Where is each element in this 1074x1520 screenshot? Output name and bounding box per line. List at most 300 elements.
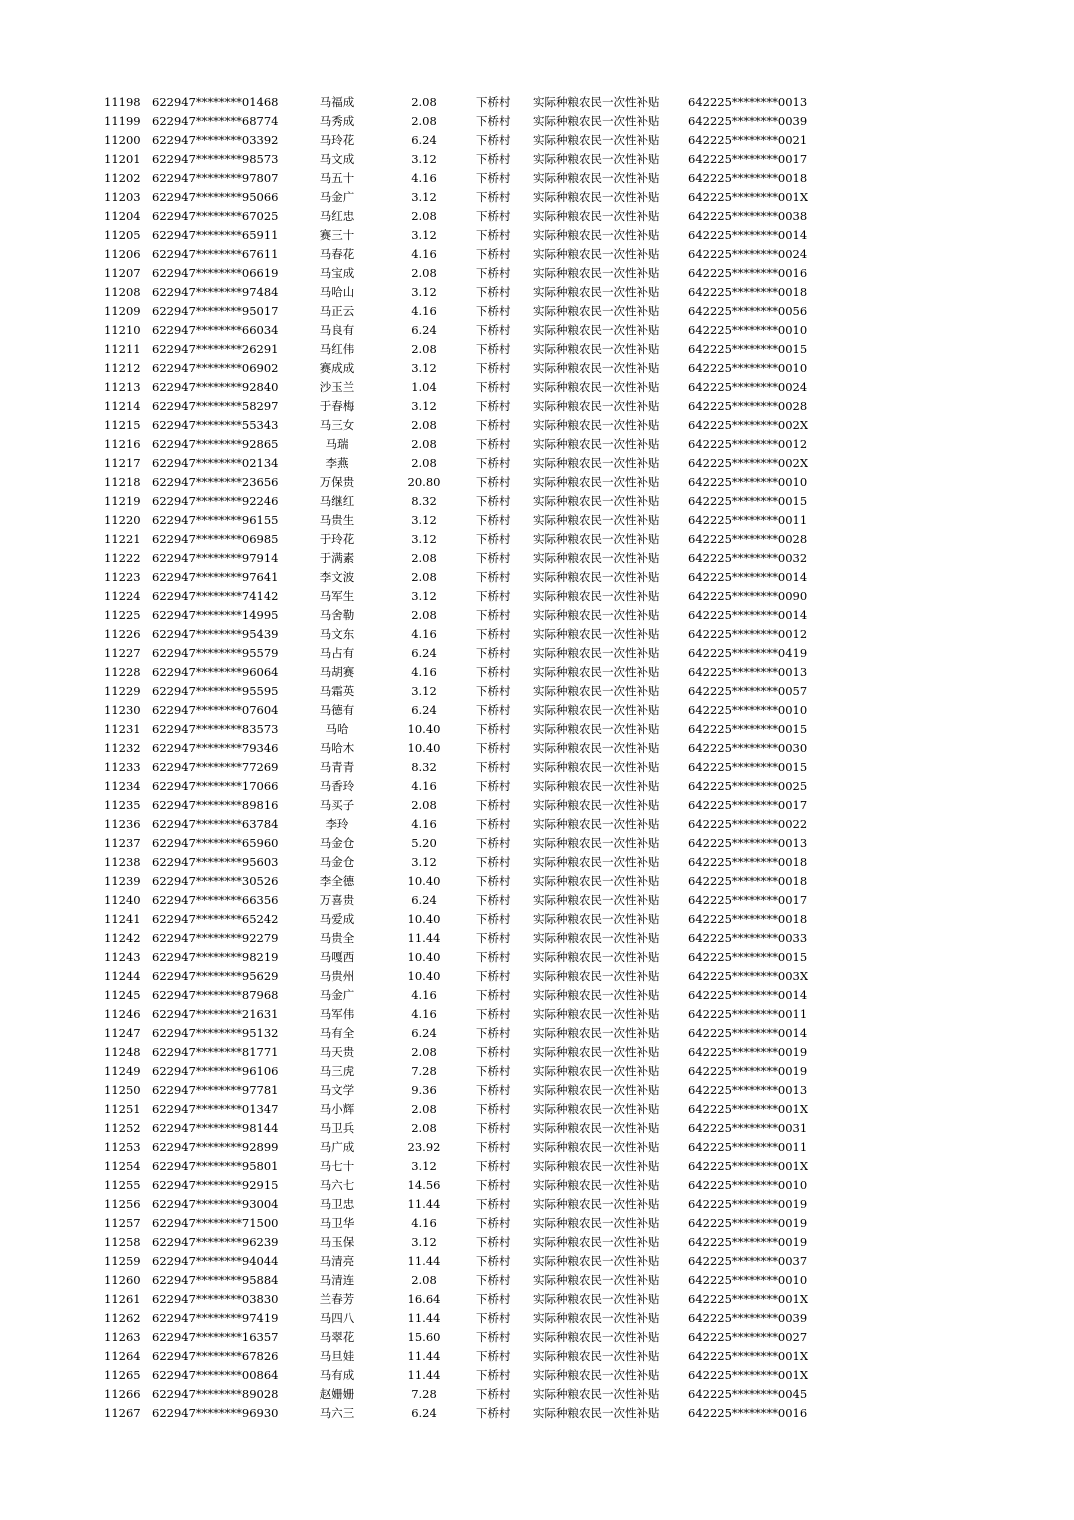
subsidy-amount-cell: 4.16 (411, 1216, 437, 1230)
bank-account-cell: 622947********16357 (152, 1330, 279, 1344)
farmer-name-cell: 马金仓 (319, 855, 355, 869)
farmer-name-cell: 李全德 (319, 874, 355, 888)
row-number-cell: 11210 (104, 323, 141, 337)
subsidy-type-cell: 实际种粮农民一次性补贴 (533, 779, 660, 793)
subsidy-amount-cell: 2.08 (411, 551, 437, 565)
row-number-cell: 11234 (104, 779, 141, 793)
subsidy-amount-cell: 4.16 (411, 627, 437, 641)
row-number-cell: 11219 (104, 494, 141, 508)
subsidy-amount-cell: 11.44 (407, 1349, 441, 1363)
farmer-name-cell: 沙玉兰 (319, 380, 355, 394)
table-row (0, 1309, 1074, 1328)
village-cell: 下桥村 (476, 95, 511, 109)
table-row (0, 606, 1074, 625)
subsidy-type-cell: 实际种粮农民一次性补贴 (533, 931, 660, 945)
table-row (0, 796, 1074, 815)
village-cell: 下桥村 (476, 437, 511, 451)
id-number-cell: 642225********0013 (688, 1083, 808, 1097)
farmer-name-cell: 马清亮 (319, 1254, 355, 1268)
row-number-cell: 11206 (104, 247, 141, 261)
village-cell: 下桥村 (476, 456, 511, 470)
row-number-cell: 11229 (104, 684, 141, 698)
table-row (0, 93, 1074, 112)
bank-account-cell: 622947********96106 (152, 1064, 279, 1078)
table-row (0, 1404, 1074, 1423)
table-row (0, 720, 1074, 739)
row-number-cell: 11244 (104, 969, 141, 983)
village-cell: 下桥村 (476, 285, 511, 299)
bank-account-cell: 622947********79346 (152, 741, 279, 755)
id-number-cell: 642225********0016 (688, 266, 808, 280)
village-cell: 下桥村 (476, 1178, 511, 1192)
bank-account-cell: 622947********06902 (152, 361, 279, 375)
village-cell: 下桥村 (476, 475, 511, 489)
row-number-cell: 11211 (104, 342, 141, 356)
farmer-name-cell: 赛成成 (319, 361, 355, 375)
table-row (0, 1100, 1074, 1119)
row-number-cell: 11212 (104, 361, 141, 375)
subsidy-amount-cell: 4.16 (411, 779, 437, 793)
village-cell: 下桥村 (476, 969, 511, 983)
table-row (0, 872, 1074, 891)
bank-account-cell: 622947********81771 (152, 1045, 279, 1059)
bank-account-cell: 622947********71500 (152, 1216, 279, 1230)
bank-account-cell: 622947********98144 (152, 1121, 279, 1135)
bank-account-cell: 622947********06985 (152, 532, 279, 546)
subsidy-type-cell: 实际种粮农民一次性补贴 (533, 1121, 660, 1135)
bank-account-cell: 622947********03830 (152, 1292, 279, 1306)
farmer-name-cell: 马四八 (319, 1311, 355, 1325)
subsidy-amount-cell: 4.16 (411, 817, 437, 831)
farmer-name-cell: 马天贵 (319, 1045, 355, 1059)
subsidy-amount-cell: 3.12 (411, 1235, 437, 1249)
subsidy-amount-cell: 2.08 (411, 342, 437, 356)
village-cell: 下桥村 (476, 1349, 511, 1363)
id-number-cell: 642225********0027 (688, 1330, 808, 1344)
table-row (0, 967, 1074, 986)
bank-account-cell: 622947********67025 (152, 209, 279, 223)
id-number-cell: 642225********001X (688, 190, 809, 204)
bank-account-cell: 622947********03392 (152, 133, 279, 147)
table-row (0, 530, 1074, 549)
village-cell: 下桥村 (476, 1064, 511, 1078)
subsidy-amount-cell: 9.36 (411, 1083, 437, 1097)
village-cell: 下桥村 (476, 836, 511, 850)
subsidy-amount-cell: 15.60 (407, 1330, 441, 1344)
subsidy-type-cell: 实际种粮农民一次性补贴 (533, 760, 660, 774)
row-number-cell: 11215 (104, 418, 141, 432)
table-row (0, 302, 1074, 321)
subsidy-amount-cell: 11.44 (407, 1197, 441, 1211)
table-row (0, 625, 1074, 644)
farmer-name-cell: 马青青 (319, 760, 355, 774)
subsidy-amount-cell: 8.32 (411, 494, 437, 508)
table-row (0, 112, 1074, 131)
farmer-name-cell: 李燕 (325, 456, 349, 470)
subsidy-type-cell: 实际种粮农民一次性补贴 (533, 1273, 660, 1287)
village-cell: 下桥村 (476, 1083, 511, 1097)
village-cell: 下桥村 (476, 1045, 511, 1059)
bank-account-cell: 622947********95132 (152, 1026, 279, 1040)
subsidy-amount-cell: 10.40 (407, 722, 441, 736)
farmer-name-cell: 于春梅 (319, 399, 355, 413)
table-row (0, 948, 1074, 967)
row-number-cell: 11262 (104, 1311, 141, 1325)
farmer-name-cell: 赛三十 (319, 228, 355, 242)
id-number-cell: 642225********0010 (688, 475, 808, 489)
table-row (0, 777, 1074, 796)
subsidy-amount-cell: 1.04 (411, 380, 437, 394)
bank-account-cell: 622947********97781 (152, 1083, 279, 1097)
farmer-name-cell: 马哈木 (319, 741, 355, 755)
bank-account-cell: 622947********58297 (152, 399, 279, 413)
bank-account-cell: 622947********23656 (152, 475, 279, 489)
bank-account-cell: 622947********95595 (152, 684, 279, 698)
subsidy-type-cell: 实际种粮农民一次性补贴 (533, 475, 660, 489)
subsidy-type-cell: 实际种粮农民一次性补贴 (533, 1007, 660, 1021)
subsidy-type-cell: 实际种粮农民一次性补贴 (533, 608, 660, 622)
bank-account-cell: 622947********67826 (152, 1349, 279, 1363)
table-row (0, 910, 1074, 929)
id-number-cell: 642225********0014 (688, 570, 808, 584)
subsidy-table (0, 93, 1074, 1423)
table-row (0, 891, 1074, 910)
id-number-cell: 642225********0011 (688, 1007, 808, 1021)
bank-account-cell: 622947********67611 (152, 247, 279, 261)
subsidy-amount-cell: 6.24 (411, 893, 437, 907)
farmer-name-cell: 马宝成 (319, 266, 355, 280)
subsidy-type-cell: 实际种粮农民一次性补贴 (533, 1387, 660, 1401)
subsidy-type-cell: 实际种粮农民一次性补贴 (533, 912, 660, 926)
table-row (0, 131, 1074, 150)
village-cell: 下桥村 (476, 722, 511, 736)
subsidy-type-cell: 实际种粮农民一次性补贴 (533, 1311, 660, 1325)
village-cell: 下桥村 (476, 1254, 511, 1268)
row-number-cell: 11209 (104, 304, 141, 318)
id-number-cell: 642225********001X (688, 1102, 809, 1116)
bank-account-cell: 622947********96064 (152, 665, 279, 679)
subsidy-type-cell: 实际种粮农民一次性补贴 (533, 95, 660, 109)
farmer-name-cell: 万保贵 (319, 475, 355, 489)
village-cell: 下桥村 (476, 798, 511, 812)
subsidy-type-cell: 实际种粮农民一次性补贴 (533, 418, 660, 432)
farmer-name-cell: 马哈 (325, 722, 349, 736)
row-number-cell: 11198 (104, 95, 141, 109)
subsidy-amount-cell: 7.28 (411, 1064, 437, 1078)
row-number-cell: 11248 (104, 1045, 141, 1059)
village-cell: 下桥村 (476, 190, 511, 204)
farmer-name-cell: 马金广 (319, 988, 355, 1002)
table-row (0, 435, 1074, 454)
village-cell: 下桥村 (476, 532, 511, 546)
id-number-cell: 642225********0024 (688, 247, 808, 261)
subsidy-amount-cell: 11.44 (407, 931, 441, 945)
subsidy-type-cell: 实际种粮农民一次性补贴 (533, 1045, 660, 1059)
id-number-cell: 642225********0017 (688, 893, 808, 907)
row-number-cell: 11228 (104, 665, 141, 679)
id-number-cell: 642225********0012 (688, 627, 808, 641)
row-number-cell: 11236 (104, 817, 141, 831)
id-number-cell: 642225********0056 (688, 304, 808, 318)
id-number-cell: 642225********0012 (688, 437, 808, 451)
subsidy-type-cell: 实际种粮农民一次性补贴 (533, 1292, 660, 1306)
subsidy-type-cell: 实际种粮农民一次性补贴 (533, 1235, 660, 1249)
subsidy-type-cell: 实际种粮农民一次性补贴 (533, 380, 660, 394)
farmer-name-cell: 马哈山 (319, 285, 355, 299)
table-row (0, 739, 1074, 758)
id-number-cell: 642225********0022 (688, 817, 808, 831)
subsidy-amount-cell: 2.08 (411, 1121, 437, 1135)
village-cell: 下桥村 (476, 1216, 511, 1230)
subsidy-type-cell: 实际种粮农民一次性补贴 (533, 1083, 660, 1097)
village-cell: 下桥村 (476, 304, 511, 318)
village-cell: 下桥村 (476, 1406, 511, 1420)
bank-account-cell: 622947********68774 (152, 114, 279, 128)
row-number-cell: 11263 (104, 1330, 141, 1344)
farmer-name-cell: 马清连 (319, 1273, 355, 1287)
row-number-cell: 11255 (104, 1178, 141, 1192)
table-row (0, 1043, 1074, 1062)
row-number-cell: 11242 (104, 931, 141, 945)
table-row (0, 359, 1074, 378)
subsidy-amount-cell: 6.24 (411, 1406, 437, 1420)
id-number-cell: 642225********0010 (688, 361, 808, 375)
village-cell: 下桥村 (476, 627, 511, 641)
row-number-cell: 11253 (104, 1140, 141, 1154)
table-row (0, 1366, 1074, 1385)
table-row (0, 226, 1074, 245)
village-cell: 下桥村 (476, 418, 511, 432)
row-number-cell: 11220 (104, 513, 141, 527)
subsidy-type-cell: 实际种粮农民一次性补贴 (533, 513, 660, 527)
table-row (0, 1271, 1074, 1290)
subsidy-type-cell: 实际种粮农民一次性补贴 (533, 969, 660, 983)
id-number-cell: 642225********001X (688, 1159, 809, 1173)
subsidy-amount-cell: 6.24 (411, 646, 437, 660)
id-number-cell: 642225********001X (688, 1292, 809, 1306)
id-number-cell: 642225********0018 (688, 912, 808, 926)
table-row (0, 758, 1074, 777)
village-cell: 下桥村 (476, 589, 511, 603)
row-number-cell: 11259 (104, 1254, 141, 1268)
id-number-cell: 642225********0019 (688, 1197, 808, 1211)
subsidy-type-cell: 实际种粮农民一次性补贴 (533, 361, 660, 375)
subsidy-amount-cell: 2.08 (411, 1102, 437, 1116)
bank-account-cell: 622947********87968 (152, 988, 279, 1002)
village-cell: 下桥村 (476, 114, 511, 128)
subsidy-amount-cell: 16.64 (407, 1292, 441, 1306)
subsidy-amount-cell: 8.32 (411, 760, 437, 774)
subsidy-amount-cell: 3.12 (411, 361, 437, 375)
id-number-cell: 642225********0028 (688, 532, 808, 546)
table-row (0, 1385, 1074, 1404)
table-row (0, 929, 1074, 948)
farmer-name-cell: 李玲 (325, 817, 349, 831)
bank-account-cell: 622947********95801 (152, 1159, 279, 1173)
farmer-name-cell: 马德有 (319, 703, 355, 717)
subsidy-type-cell: 实际种粮农民一次性补贴 (533, 152, 660, 166)
id-number-cell: 642225********0013 (688, 665, 808, 679)
row-number-cell: 11201 (104, 152, 141, 166)
village-cell: 下桥村 (476, 684, 511, 698)
table-row (0, 682, 1074, 701)
subsidy-type-cell: 实际种粮农民一次性补贴 (533, 1406, 660, 1420)
bank-account-cell: 622947********92899 (152, 1140, 279, 1154)
bank-account-cell: 622947********97419 (152, 1311, 279, 1325)
farmer-name-cell: 李文波 (319, 570, 355, 584)
id-number-cell: 642225********0018 (688, 171, 808, 185)
id-number-cell: 642225********0045 (688, 1387, 808, 1401)
village-cell: 下桥村 (476, 551, 511, 565)
farmer-name-cell: 马贵州 (319, 969, 355, 983)
subsidy-amount-cell: 2.08 (411, 456, 437, 470)
id-number-cell: 642225********0030 (688, 741, 808, 755)
village-cell: 下桥村 (476, 1140, 511, 1154)
subsidy-amount-cell: 20.80 (407, 475, 441, 489)
subsidy-amount-cell: 3.12 (411, 855, 437, 869)
id-number-cell: 642225********0028 (688, 399, 808, 413)
table-row (0, 663, 1074, 682)
id-number-cell: 642225********0019 (688, 1045, 808, 1059)
bank-account-cell: 622947********30526 (152, 874, 279, 888)
bank-account-cell: 622947********17066 (152, 779, 279, 793)
subsidy-amount-cell: 5.20 (411, 836, 437, 850)
bank-account-cell: 622947********97484 (152, 285, 279, 299)
id-number-cell: 642225********0011 (688, 1140, 808, 1154)
bank-account-cell: 622947********92246 (152, 494, 279, 508)
farmer-name-cell: 马红伟 (319, 342, 355, 356)
row-number-cell: 11214 (104, 399, 141, 413)
subsidy-type-cell: 实际种粮农民一次性补贴 (533, 1330, 660, 1344)
subsidy-amount-cell: 2.08 (411, 798, 437, 812)
id-number-cell: 642225********0014 (688, 228, 808, 242)
farmer-name-cell: 马金广 (319, 190, 355, 204)
subsidy-type-cell: 实际种粮农民一次性补贴 (533, 874, 660, 888)
village-cell: 下桥村 (476, 893, 511, 907)
bank-account-cell: 622947********94044 (152, 1254, 279, 1268)
id-number-cell: 642225********0017 (688, 798, 808, 812)
row-number-cell: 11264 (104, 1349, 141, 1363)
row-number-cell: 11232 (104, 741, 141, 755)
subsidy-amount-cell: 2.08 (411, 1045, 437, 1059)
bank-account-cell: 622947********55343 (152, 418, 279, 432)
village-cell: 下桥村 (476, 513, 511, 527)
bank-account-cell: 622947********92840 (152, 380, 279, 394)
subsidy-type-cell: 实际种粮农民一次性补贴 (533, 1178, 660, 1192)
subsidy-type-cell: 实际种粮农民一次性补贴 (533, 741, 660, 755)
farmer-name-cell: 马七十 (319, 1159, 355, 1173)
subsidy-amount-cell: 6.24 (411, 1026, 437, 1040)
village-cell: 下桥村 (476, 1007, 511, 1021)
table-row (0, 1290, 1074, 1309)
table-row (0, 644, 1074, 663)
id-number-cell: 642225********0015 (688, 760, 808, 774)
subsidy-amount-cell: 2.08 (411, 570, 437, 584)
bank-account-cell: 622947********92865 (152, 437, 279, 451)
subsidy-amount-cell: 2.08 (411, 1273, 437, 1287)
village-cell: 下桥村 (476, 1387, 511, 1401)
row-number-cell: 11226 (104, 627, 141, 641)
subsidy-type-cell: 实际种粮农民一次性补贴 (533, 589, 660, 603)
farmer-name-cell: 马三虎 (319, 1064, 355, 1078)
id-number-cell: 642225********0015 (688, 494, 808, 508)
village-cell: 下桥村 (476, 247, 511, 261)
table-row (0, 321, 1074, 340)
bank-account-cell: 622947********89028 (152, 1387, 279, 1401)
village-cell: 下桥村 (476, 665, 511, 679)
subsidy-amount-cell: 11.44 (407, 1368, 441, 1382)
subsidy-amount-cell: 4.16 (411, 304, 437, 318)
row-number-cell: 11260 (104, 1273, 141, 1287)
subsidy-type-cell: 实际种粮农民一次性补贴 (533, 950, 660, 964)
id-number-cell: 642225********0015 (688, 342, 808, 356)
row-number-cell: 11238 (104, 855, 141, 869)
table-row (0, 1157, 1074, 1176)
table-row (0, 245, 1074, 264)
village-cell: 下桥村 (476, 342, 511, 356)
bank-account-cell: 622947********65911 (152, 228, 279, 242)
id-number-cell: 642225********0010 (688, 703, 808, 717)
row-number-cell: 11243 (104, 950, 141, 964)
village-cell: 下桥村 (476, 171, 511, 185)
subsidy-type-cell: 实际种粮农民一次性补贴 (533, 570, 660, 584)
subsidy-amount-cell: 2.08 (411, 95, 437, 109)
bank-account-cell: 622947********01468 (152, 95, 279, 109)
id-number-cell: 642225********0014 (688, 608, 808, 622)
subsidy-type-cell: 实际种粮农民一次性补贴 (533, 684, 660, 698)
village-cell: 下桥村 (476, 1121, 511, 1135)
farmer-name-cell: 马贵生 (319, 513, 355, 527)
subsidy-amount-cell: 10.40 (407, 874, 441, 888)
subsidy-type-cell: 实际种粮农民一次性补贴 (533, 532, 660, 546)
row-number-cell: 11225 (104, 608, 141, 622)
row-number-cell: 11213 (104, 380, 141, 394)
village-cell: 下桥村 (476, 361, 511, 375)
farmer-name-cell: 马正云 (319, 304, 355, 318)
table-row (0, 378, 1074, 397)
farmer-name-cell: 马卫忠 (319, 1197, 355, 1211)
bank-account-cell: 622947********06619 (152, 266, 279, 280)
id-number-cell: 642225********0025 (688, 779, 808, 793)
table-row (0, 1062, 1074, 1081)
village-cell: 下桥村 (476, 1368, 511, 1382)
farmer-name-cell: 马文成 (319, 152, 355, 166)
subsidy-amount-cell: 2.08 (411, 209, 437, 223)
bank-account-cell: 622947********14995 (152, 608, 279, 622)
subsidy-type-cell: 实际种粮农民一次性补贴 (533, 456, 660, 470)
farmer-name-cell: 马翠花 (319, 1330, 355, 1344)
farmer-name-cell: 马六七 (319, 1178, 355, 1192)
table-row (0, 454, 1074, 473)
bank-account-cell: 622947********95017 (152, 304, 279, 318)
subsidy-type-cell: 实际种粮农民一次性补贴 (533, 627, 660, 641)
bank-account-cell: 622947********96239 (152, 1235, 279, 1249)
subsidy-amount-cell: 4.16 (411, 665, 437, 679)
farmer-name-cell: 马玉保 (319, 1235, 355, 1249)
subsidy-type-cell: 实际种粮农民一次性补贴 (533, 323, 660, 337)
row-number-cell: 11252 (104, 1121, 141, 1135)
farmer-name-cell: 马贵全 (319, 931, 355, 945)
subsidy-amount-cell: 4.16 (411, 1007, 437, 1021)
row-number-cell: 11250 (104, 1083, 141, 1097)
village-cell: 下桥村 (476, 874, 511, 888)
village-cell: 下桥村 (476, 570, 511, 584)
bank-account-cell: 622947********93004 (152, 1197, 279, 1211)
farmer-name-cell: 马红忠 (319, 209, 355, 223)
subsidy-amount-cell: 23.92 (407, 1140, 441, 1154)
subsidy-type-cell: 实际种粮农民一次性补贴 (533, 703, 660, 717)
subsidy-amount-cell: 3.12 (411, 190, 437, 204)
